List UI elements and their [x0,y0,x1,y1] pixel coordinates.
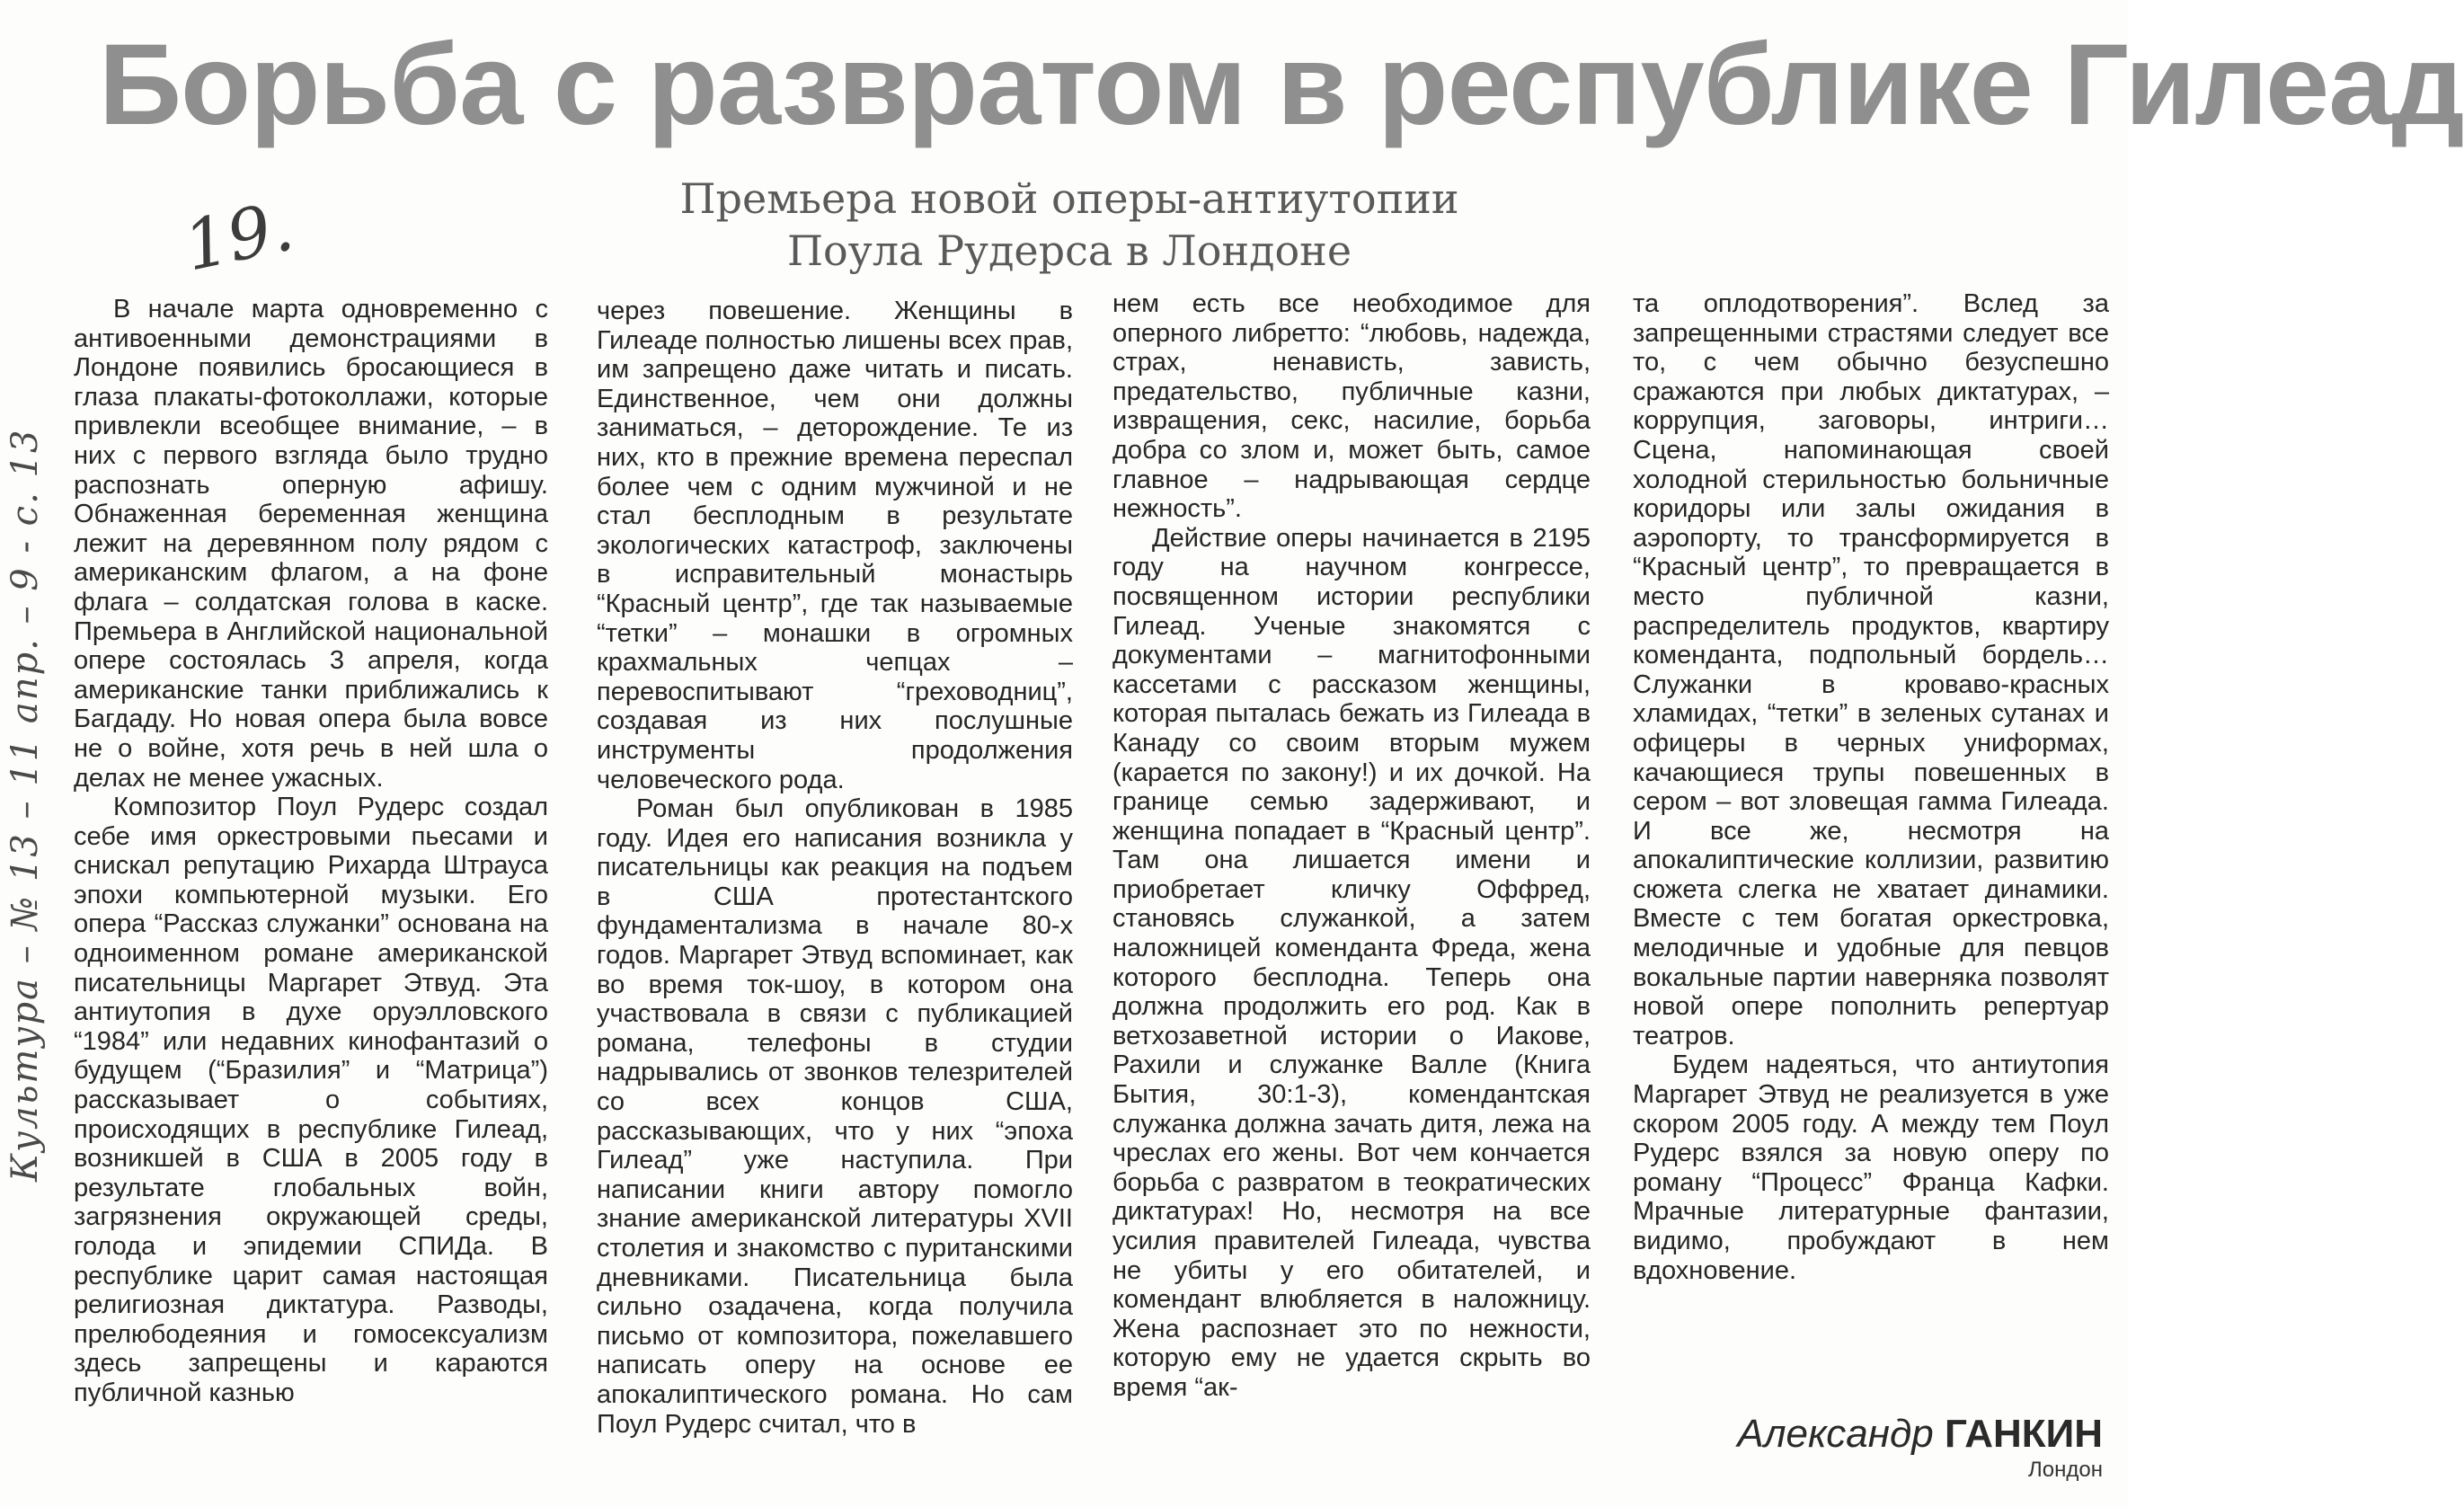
paragraph: Будем надеяться, что антиутопия Маргарет Этвуд не реализуется в уже скором 2005 году. А между тем Поул Рудерс взялся за новую оперу по роману “Процесс” Франца Кафки. Мрачные литературные фантазии, видимо, пробуждают в нем вдохновение. [1633,1050,2109,1285]
paragraph: В начале марта одновременно с антивоенными демонстрациями в Лондоне появились бросающиеся в глаза плакаты-фотоколлажи, которые привлекли всеобщее внимание, – в них с первого взгляда было трудно распознать оперную афишу. Обнаженная беременная женщина лежит на деревянном полу рядом с американским флагом, а на фоне флага – солдатская голова в каске. Премьера в Английской национальной опере состоялась 3 апреля, когда американские танки приближались к Багдаду. Но новая опера была вовсе не о войне, хотя речь в ней шла о делах не менее ужасных. [74,295,548,793]
article-subheadline [620,173,1519,277]
subheadline-line-1: Премьера новой оперы-антиутопии [679,174,1459,223]
byline [1707,1411,2103,1483]
paragraph: та оплодотворения”. Вслед за запрещенными страстями следует все то, с чем обычно безуспешно сражаются при любых диктатурах, – коррупция, заговоры, интриги… Сцена, напоминающая своей холодной стерильностью больничные коридоры или залы ожидания в аэропорту, то трансформируется в “Красный центр”, то превращается в место публичной казни, распределитель продуктов, квартиру коменданта, подпольный бордель… Служанки в кроваво-красных хламидах, “тетки” в зеленых сутанах и офицеры в черных униформах, качающиеся трупы повешенных в сером – вот зловещая гамма Гилеада. И все же, несмотря на апокалиптические коллизии, развитию сюжета слегка не хватает динамики. Вместе с тем богатая оркестровка, мелодичные и удобные для певцов вокальные партии наверняка позволят новой опере пополнить репертуар театров. [1633,289,2109,1050]
handwritten-margin-note: Культура – № 13 – 11 апр. – 9 - с. 13 [4,428,46,1182]
author-name [1707,1411,2103,1458]
author-last-name: ГАНКИН [1945,1412,2103,1456]
article-column-2 [597,297,1073,1501]
article-column-3 [1112,289,1591,1494]
paragraph: нем есть все необходимое для оперного либретто: “любовь, надежда, страх, ненависть, зависть, предательство, публичные казни, извращения, секс, насилие, борьба добра со злом и, может быть, самое главное – надрывающая сердце нежность”. [1112,289,1591,524]
paragraph: через повешение. Женщины в Гилеаде полностью лишены всех прав, им запрещено даже читать и писать. Единственное, чем они должны заниматься, – деторождение. Те из них, кто в прежние времена переспал более чем с одним мужчиной и не стал бесплодным в результате экологических катастроф, заключены в исправительный монастырь “Красный центр”, где так называемые “тетки” – монашки в огромных крахмальных чепцах – перевоспитывают “греховодниц”, создавая из них послушные инструменты продолжения человеческого рода. [597,297,1074,794]
author-first-name: Александр [1737,1412,1934,1456]
article-column-1 [74,295,548,1499]
article-column-4 [1633,289,2109,1285]
article-headline: Борьба с развратом в республике Гилеад [99,21,2464,149]
paragraph: Композитор Поул Рудерс создал себе имя оркестровыми пьесами и снискал репутацию Рихарда Штрауса эпохи компьютерной музыки. Его опера “Рассказ служанки” основана на одноименном романе американской писательницы Маргарет Этвуд. Эта антиутопия в духе оруэлловского “1984” или недавних кинофантазий о будущем (“Бразилия” и “Матрица”) рассказывает о событиях, происходящих в республике Гилеад, возникшей в США в 2005 году в результате глобальных войн, загрязнения окружающей среды, голода и эпидемии СПИДа. В республике царит самая настоящая религиозная диктатура. Разводы, прелюбодеяния и гомосексуализм здесь запрещены и караются публичной казнью [74,793,548,1407]
paragraph: Роман был опубликован в 1985 году. Идея его написания возникла у писательницы как реакция на подъем в США протестантского фундаментализма в начале 80-х годов. Маргарет Этвуд вспоминает, как во время ток-шоу, в котором она участвовала в связи с публикацией романа, телефоны в студии надрывались от звонков телезрителей со всех концов США, рассказывающих, что у них “эпоха Гилеад” уже наступила. При написании книги автору помогло знание американской литературы XVII столетия и знакомство с пуританскими дневниками. Писательница была сильно озадачена, когда получила письмо от композитора, пожелавшего написать оперу на основе ее апокалиптического романа. Но сам Поул Рудерс считал, что в [597,794,1073,1439]
author-location: Лондон [2028,1458,2103,1482]
subheadline-line-2: Поула Рудерса в Лондоне [786,226,1352,275]
handwritten-page-number: 19. [177,185,300,287]
paragraph: Действие оперы начинается в 2195 году на научном конгрессе, посвященном истории республики Гилеад. Ученые знакомятся с документами – магнитофонными кассетами с рассказом женщины, которая пыталась бежать из Гилеада в Канаду со своим вторым мужем (карается по закону!) и их дочкой. На границе семью задерживают, и женщина попадает в “Красный центр”. Там она лишается имени и приобретает кличку Оффред, становясь служанкой, а затем наложницей коменданта Фреда, жена которого бесплодна. Теперь она должна продолжить его род. Как в ветхозаветной истории о Иакове, Рахили и служанке Валле (Книга Бытия, 30:1-3), комендантская служанка должна зачать дитя, лежа на чреслах его жены. Вот чем кончается борьба с развратом в теократических диктатурах! Но, несмотря на все усилия правителей Гилеада, чувства не убиты у его обитателей, и комендант влюбляется в наложницу. Жена распознает это по нежности, которую ему не удается скрыть во время “ак- [1112,523,1591,1402]
